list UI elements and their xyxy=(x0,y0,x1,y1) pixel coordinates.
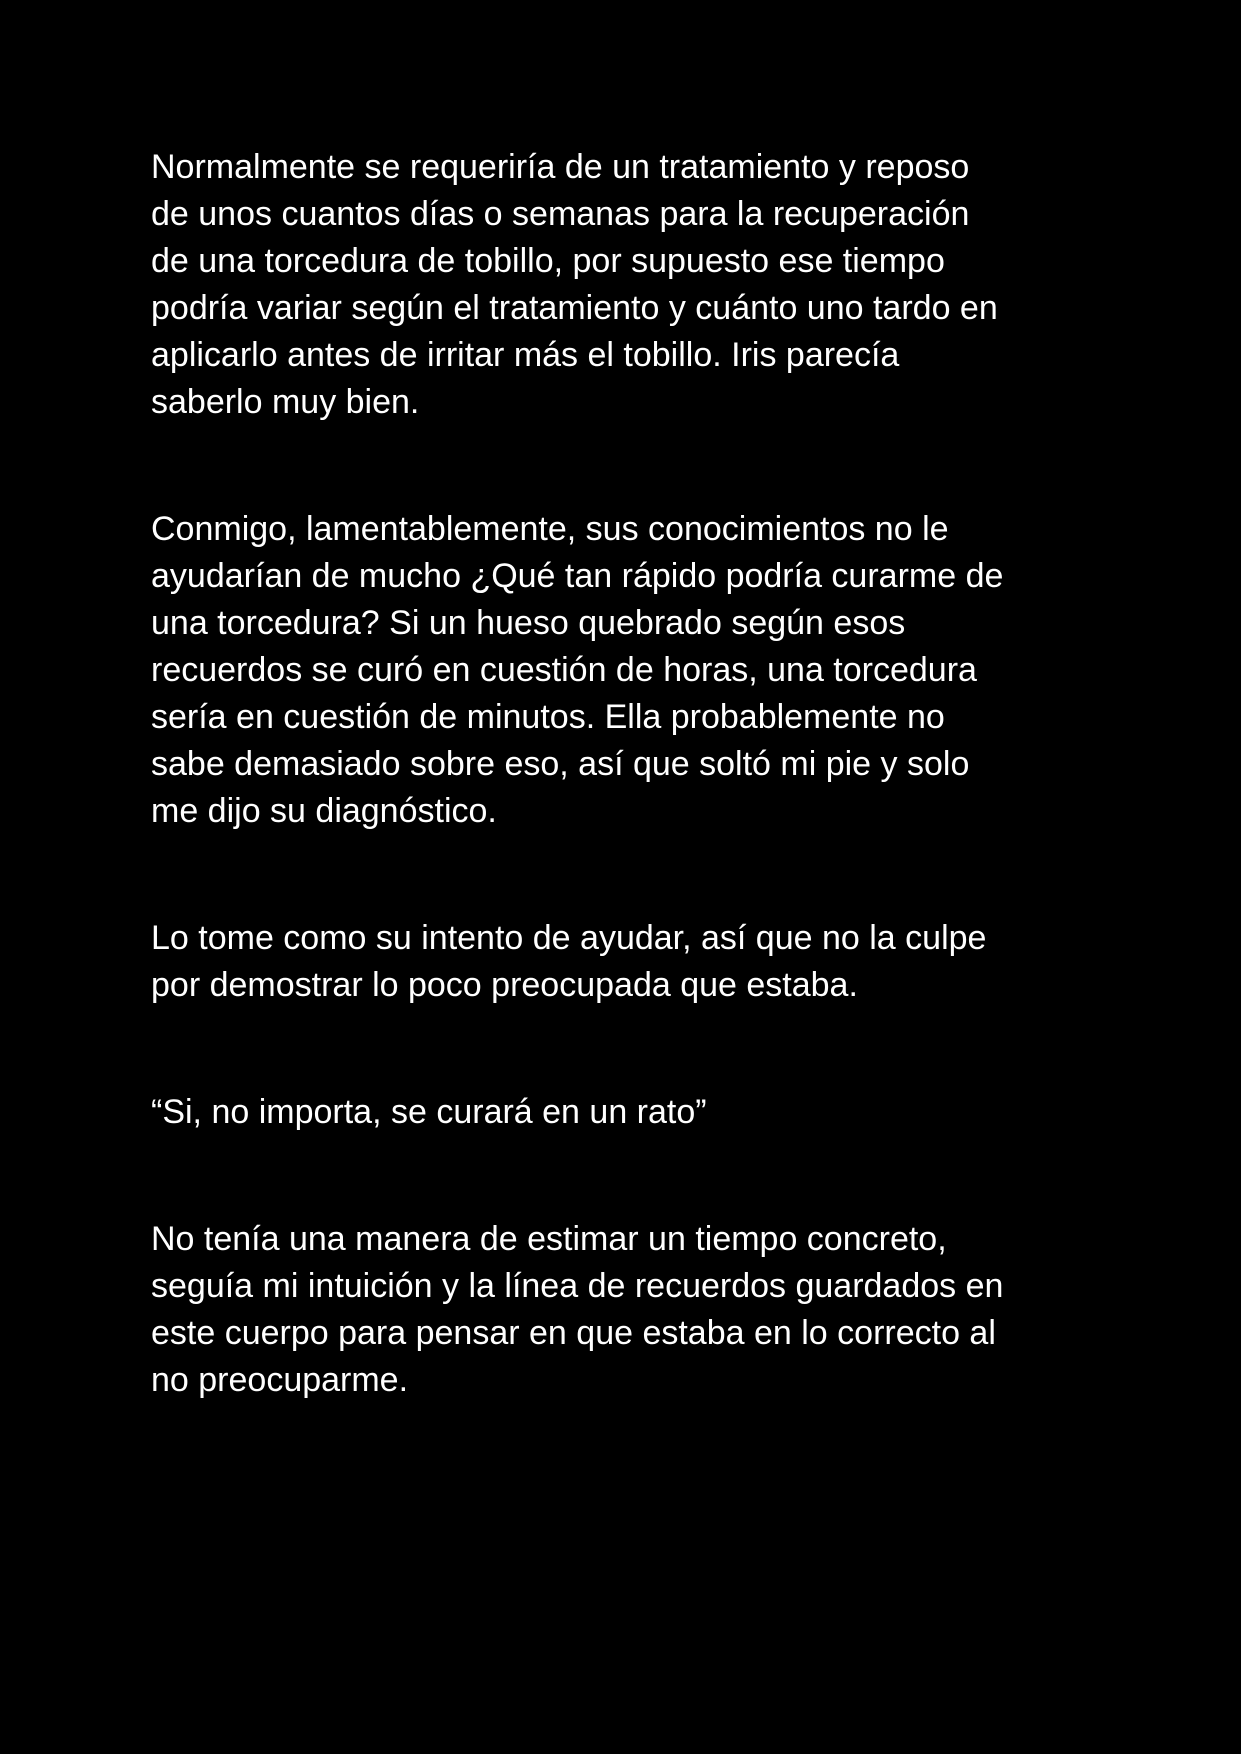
paragraph-spacer xyxy=(151,1136,1111,1216)
paragraph-spacer xyxy=(151,1009,1111,1089)
paragraph-line: sería en cuestión de minutos. Ella probablemente no xyxy=(151,698,945,736)
paragraph-spacer xyxy=(151,426,1111,506)
paragraph-line: podría variar según el tratamiento y cuánto uno tardo en xyxy=(151,289,998,327)
paragraph-line: Normalmente se requeriría de un tratamiento y reposo xyxy=(151,148,970,186)
document-body xyxy=(151,144,1111,1404)
paragraph-3 xyxy=(151,915,1111,1009)
paragraph-line: Lo tome como su intento de ayudar, así que no la culpe xyxy=(151,919,987,957)
paragraph-line: sabe demasiado sobre eso, así que soltó mi pie y solo xyxy=(151,745,970,783)
paragraph-2 xyxy=(151,506,1111,835)
paragraph-line: este cuerpo para pensar en que estaba en lo correcto al xyxy=(151,1314,996,1352)
paragraph-line: seguía mi intuición y la línea de recuerdos guardados en xyxy=(151,1267,1004,1305)
paragraph-1 xyxy=(151,144,1111,426)
paragraph-line: de unos cuantos días o semanas para la recuperación xyxy=(151,195,970,233)
dialogue-line: “Si, no importa, se curará en un rato” xyxy=(151,1093,707,1131)
paragraph-line: de una torcedura de tobillo, por supuesto ese tiempo xyxy=(151,242,945,280)
paragraph-line: ayudarían de mucho ¿Qué tan rápido podría curarme de xyxy=(151,557,1004,595)
paragraph-line: recuerdos se curó en cuestión de horas, una torcedura xyxy=(151,651,977,689)
paragraph-line: me dijo su diagnóstico. xyxy=(151,792,497,830)
paragraph-line: No tenía una manera de estimar un tiempo concreto, xyxy=(151,1220,947,1258)
paragraph-line: no preocuparme. xyxy=(151,1361,409,1399)
paragraph-line: Conmigo, lamentablemente, sus conocimientos no le xyxy=(151,510,949,548)
paragraph-line: por demostrar lo poco preocupada que estaba. xyxy=(151,966,858,1004)
paragraph-line: saberlo muy bien. xyxy=(151,383,420,421)
paragraph-line: aplicarlo antes de irritar más el tobillo. Iris parecía xyxy=(151,336,900,374)
paragraph-5 xyxy=(151,1216,1111,1404)
paragraph-4-dialogue xyxy=(151,1089,1111,1136)
paragraph-line: una torcedura? Si un hueso quebrado según esos xyxy=(151,604,906,642)
paragraph-spacer xyxy=(151,835,1111,915)
